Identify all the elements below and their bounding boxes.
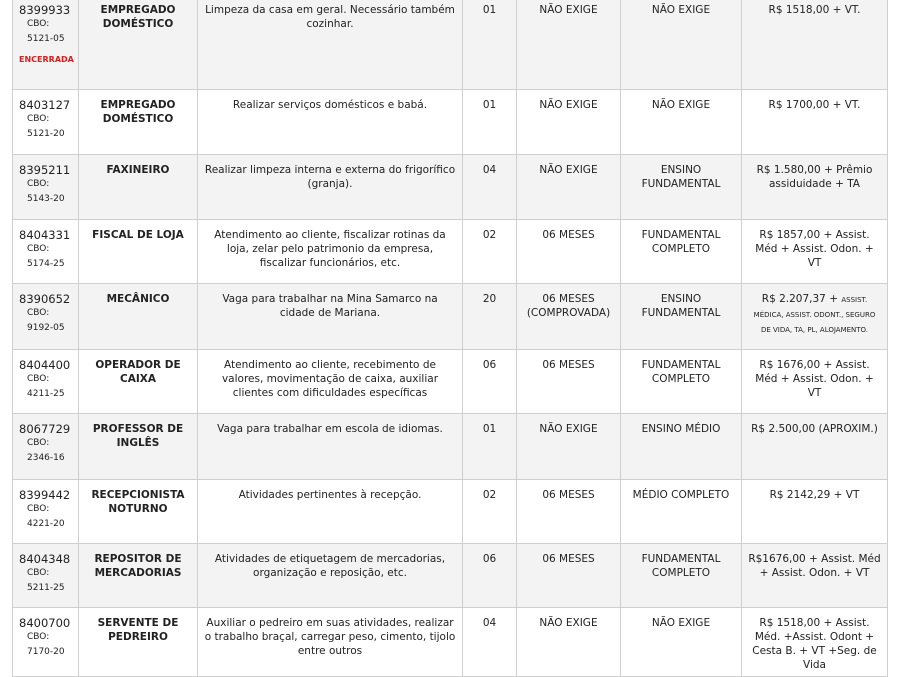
job-description: Vaga para trabalhar em escola de idiomas.	[198, 414, 463, 480]
salary-text: R$ 2.500,00 (APROXIM.)	[751, 423, 878, 435]
table-row	[13, 90, 888, 155]
salary	[742, 220, 888, 284]
job-title: PROFESSOR DE INGLÊS	[79, 414, 198, 480]
experience: NÃO EXIGE	[517, 155, 621, 220]
job-code: 8395211	[19, 163, 71, 177]
salary-text: R$ 1700,00 + VT.	[768, 99, 861, 111]
job-code-cell	[13, 220, 79, 284]
cbo-code: CBO: 5143-20	[27, 179, 65, 204]
table-row	[13, 350, 888, 414]
cbo-code: CBO: 5174-25	[27, 244, 65, 269]
job-title: RECEPCIONISTA NOTURNO	[79, 480, 198, 544]
job-code: 8399933	[19, 3, 71, 17]
education: NÃO EXIGE	[621, 90, 742, 155]
job-code: 8400700	[19, 616, 71, 630]
salary	[742, 414, 888, 480]
experience: NÃO EXIGE	[517, 0, 621, 90]
salary	[742, 155, 888, 220]
job-title: REPOSITOR DE MERCADORIAS	[79, 544, 198, 608]
job-code-cell	[13, 90, 79, 155]
job-code-cell	[13, 608, 79, 677]
job-description: Auxiliar o pedreiro em suas atividades, realizar o trabalho braçal, carregar peso, cimento, tijolo entre outros	[198, 608, 463, 677]
vacancies: 02	[463, 220, 517, 284]
salary-text: R$ 1676,00 + Assist. Méd + Assist. Odon. + VT	[755, 359, 874, 399]
experience: 06 MESES (COMPROVADA)	[517, 284, 621, 350]
table-row	[13, 608, 888, 677]
vacancies: 06	[463, 544, 517, 608]
salary	[742, 544, 888, 608]
job-code-cell	[13, 284, 79, 350]
job-code: 8404400	[19, 358, 71, 372]
job-description: Atividades pertinentes à recepção.	[198, 480, 463, 544]
table-row	[13, 544, 888, 608]
job-code: 8404331	[19, 228, 71, 242]
cbo-code: CBO: 7170-20	[27, 632, 65, 657]
salary-text: R$ 2142,29 + VT	[769, 489, 860, 501]
table-row	[13, 155, 888, 220]
education: MÉDIO COMPLETO	[621, 480, 742, 544]
salary-text: R$1676,00 + Assist. Méd + Assist. Odon. + VT	[748, 553, 881, 579]
salary	[742, 0, 888, 90]
status-badge: ENCERRADA	[19, 55, 74, 64]
vacancies: 01	[463, 414, 517, 480]
experience: 06 MESES	[517, 480, 621, 544]
job-description: Atendimento ao cliente, recebimento de valores, movimentação de caixa, auxiliar clientes com dificuldades específicas	[198, 350, 463, 414]
table-row	[13, 0, 888, 90]
cbo-code: CBO: 2346-16	[27, 438, 65, 463]
experience: 06 MESES	[517, 220, 621, 284]
salary-text: R$ 1518,00 + Assist. Méd. +Assist. Odont + Cesta B. + VT +Seg. de Vida	[752, 617, 877, 671]
education: ENSINO MÉDIO	[621, 414, 742, 480]
education: NÃO EXIGE	[621, 608, 742, 677]
education: ENSINO FUNDAMENTAL	[621, 284, 742, 350]
vacancies: 04	[463, 608, 517, 677]
job-description: Realizar serviços domésticos e babá.	[198, 90, 463, 155]
table-row	[13, 480, 888, 544]
education: FUNDAMENTAL COMPLETO	[621, 544, 742, 608]
job-title: FISCAL DE LOJA	[79, 220, 198, 284]
cbo-code: CBO: 5121-05	[27, 19, 65, 44]
experience: 06 MESES	[517, 350, 621, 414]
salary-benefits: ASSIST. MÉDICA, ASSIST. ODONT., SEGURO DE VIDA, TA, PL, ALOJAMENTO.	[753, 296, 876, 334]
vacancies: 01	[463, 90, 517, 155]
experience: 06 MESES	[517, 544, 621, 608]
salary	[742, 350, 888, 414]
job-description: Realizar limpeza interna e externa do frigorífico (granja).	[198, 155, 463, 220]
job-code-cell	[13, 480, 79, 544]
experience: NÃO EXIGE	[517, 90, 621, 155]
salary	[742, 480, 888, 544]
salary-text: R$ 2.207,37 +	[761, 293, 838, 305]
job-code: 8403127	[19, 98, 71, 112]
table-row	[13, 284, 888, 350]
job-title: EMPREGADO DOMÉSTICO	[79, 0, 198, 90]
job-title: OPERADOR DE CAIXA	[79, 350, 198, 414]
salary	[742, 284, 888, 350]
job-listings-table	[12, 0, 888, 677]
salary	[742, 90, 888, 155]
job-title: SERVENTE DE PEDREIRO	[79, 608, 198, 677]
job-description: Limpeza da casa em geral. Necessário também cozinhar.	[198, 0, 463, 90]
education: FUNDAMENTAL COMPLETO	[621, 220, 742, 284]
table-row	[13, 414, 888, 480]
job-title: FAXINEIRO	[79, 155, 198, 220]
experience: NÃO EXIGE	[517, 608, 621, 677]
job-code-cell	[13, 544, 79, 608]
job-title: EMPREGADO DOMÉSTICO	[79, 90, 198, 155]
job-description: Atividades de etiquetagem de mercadorias, organização e reposição, etc.	[198, 544, 463, 608]
vacancies: 04	[463, 155, 517, 220]
job-code-cell	[13, 414, 79, 480]
education: NÃO EXIGE	[621, 0, 742, 90]
salary-text: R$ 1518,00 + VT.	[768, 4, 861, 16]
cbo-code: CBO: 5121-20	[27, 114, 65, 139]
job-code: 8390652	[19, 292, 71, 306]
job-code: 8399442	[19, 488, 71, 502]
cbo-code: CBO: 5211-25	[27, 568, 65, 593]
job-title: MECÂNICO	[79, 284, 198, 350]
education: ENSINO FUNDAMENTAL	[621, 155, 742, 220]
job-code-cell	[13, 0, 79, 90]
salary	[742, 608, 888, 677]
table-row	[13, 220, 888, 284]
job-code-cell	[13, 155, 79, 220]
cbo-code: CBO: 9192-05	[27, 308, 65, 333]
vacancies: 20	[463, 284, 517, 350]
job-code: 8404348	[19, 552, 71, 566]
vacancies: 02	[463, 480, 517, 544]
vacancies: 06	[463, 350, 517, 414]
job-description: Vaga para trabalhar na Mina Samarco na cidade de Mariana.	[198, 284, 463, 350]
job-description: Atendimento ao cliente, fiscalizar rotinas da loja, zelar pelo patrimonio da empresa, fiscalizar funcionários, etc.	[198, 220, 463, 284]
education: FUNDAMENTAL COMPLETO	[621, 350, 742, 414]
job-code-cell	[13, 350, 79, 414]
salary-text: R$ 1857,00 + Assist. Méd + Assist. Odon. + VT	[755, 229, 874, 269]
cbo-code: CBO: 4221-20	[27, 504, 65, 529]
experience: NÃO EXIGE	[517, 414, 621, 480]
vacancies: 01	[463, 0, 517, 90]
salary-text: R$ 1.580,00 + Prêmio assiduidade + TA	[756, 164, 873, 190]
job-code: 8067729	[19, 422, 71, 436]
cbo-code: CBO: 4211-25	[27, 374, 65, 399]
